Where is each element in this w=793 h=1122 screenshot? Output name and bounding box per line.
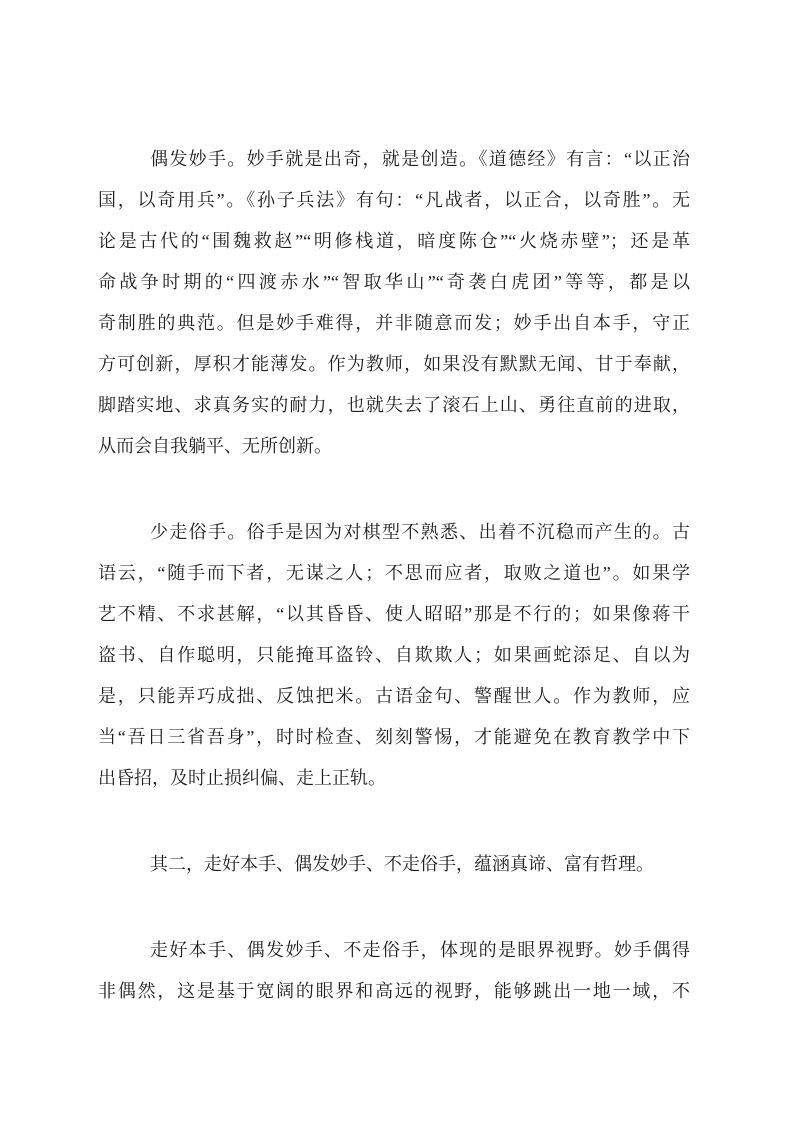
text-line: 命战争时期的“四渡赤水”“智取华山”“奇袭白虎团”等等，都是以 [98,272,690,292]
text-line: 艺不精、不求甚解，“以其昏昏、使人昭昭”那是不行的；如果像蒋干 [98,604,690,624]
text-line: 是，只能弄巧成拙、反蚀把米。古语金句、警醒世人。作为教师，应 [98,686,690,706]
text-line: 盗书、自作聪明，只能掩耳盗铃、自欺欺人；如果画蛇添足、自以为 [98,645,690,665]
text-line: 当“吾日三省吾身”，时时检查、刻刻警惕，才能避免在教育教学中下 [98,727,690,747]
text-line: 其二，走好本手、偶发妙手、不走俗手，蕴涵真谛、富有哲理。 [150,854,654,874]
text-line: 从而会自我躺平、无所创新。 [98,436,332,456]
text-line: 少走俗手。俗手是因为对棋型不熟悉、出着不沉稳而产生的。古 [150,522,690,542]
paragraph-3 [98,844,690,885]
text-line: 奇制胜的典范。但是妙手难得，并非随意而发；妙手出自本手，守正 [98,313,690,333]
text-line: 国，以奇用兵”。《孙子兵法》有句：“凡战者，以正合，以奇胜”。无 [98,190,690,210]
text-line: 非偶然，这是基于宽阔的眼界和高远的视野，能够跳出一地一域，不 [98,981,690,1001]
text-line: 论是古代的“围魏救赵”“明修栈道，暗度陈仓”“火烧赤壁”；还是革 [98,231,690,251]
text-line: 出昏招，及时止损纠偏、走上正轨。 [98,768,386,788]
text-line: 语云，“随手而下者，无谋之人；不思而应者，取败之道也”。如果学 [98,563,690,583]
text-line: 偶发妙手。妙手就是出奇，就是创造。《道德经》有言：“以正治 [150,149,690,169]
text-line: 走好本手、偶发妙手、不走俗手，体现的是眼界视野。妙手偶得 [150,940,690,960]
paragraph-4 [98,930,690,1012]
text-line: 脚踏实地、求真务实的耐力，也就失去了滚石上山、勇往直前的进取， [98,395,690,415]
text-line: 方可创新，厚积才能薄发。作为教师，如果没有默默无闻、甘于奉献， [98,354,690,374]
document-body [98,139,690,1012]
paragraph-2 [98,512,690,799]
paragraph-1 [98,139,690,467]
